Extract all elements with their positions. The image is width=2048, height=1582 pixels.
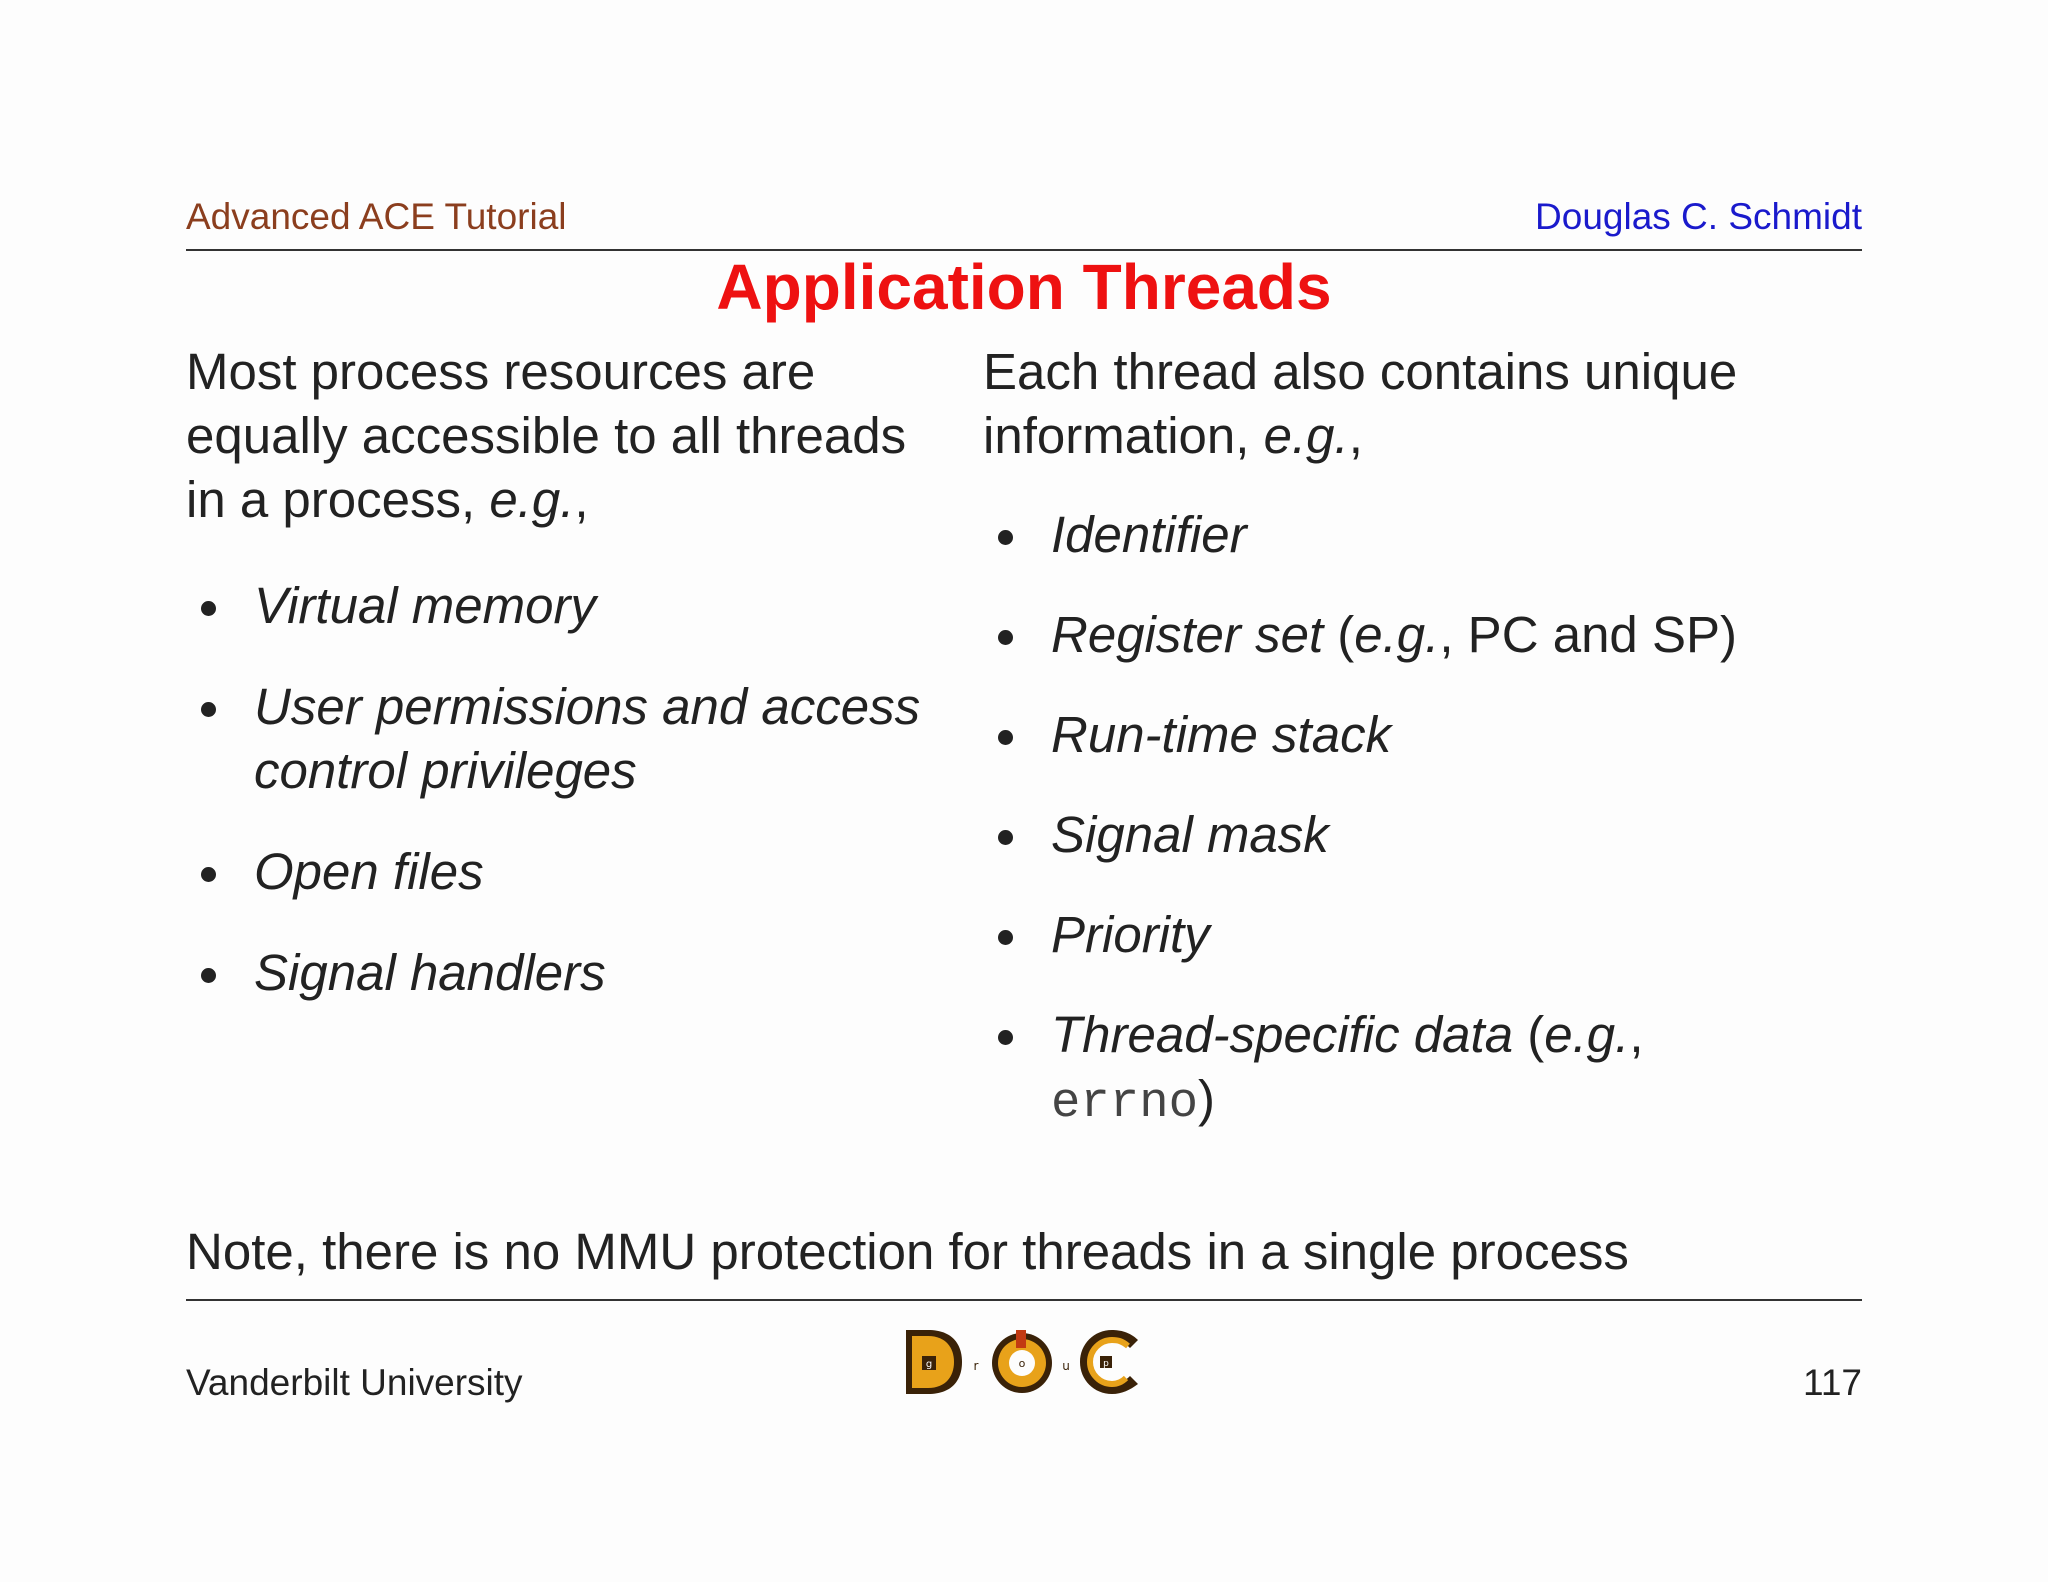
bullet-icon — [998, 830, 1013, 845]
right-intro-line1: Each thread also contains unique — [983, 343, 1738, 400]
left-column — [186, 340, 976, 1005]
svg-text:g: g — [925, 1359, 933, 1370]
header-author: Douglas C. Schmidt — [1535, 196, 1862, 237]
list-item-text: Register set — [1051, 606, 1324, 663]
errno-code: errno — [1051, 1075, 1199, 1131]
left-intro — [186, 340, 976, 532]
list-item — [983, 603, 1853, 667]
footer-divider — [186, 1299, 1862, 1301]
bullet-icon — [201, 968, 216, 983]
list-item — [186, 941, 976, 1005]
list-item-text: Signal mask — [1051, 806, 1329, 863]
logo-letter-r: r — [973, 1359, 979, 1373]
doc-group-logo — [904, 1326, 1144, 1398]
list-item — [186, 840, 976, 904]
right-intro-line2: information, — [983, 407, 1264, 464]
note-text: Note, there is no MMU protection for threads in a single process — [186, 1223, 1629, 1280]
shared-resources-list — [186, 574, 976, 1005]
page-number: 117 — [1803, 1362, 1862, 1403]
list-item-text-continued: control privileges — [254, 742, 637, 799]
bullet-icon — [998, 1030, 1013, 1045]
paren-open: ( — [1513, 1006, 1545, 1063]
right-column — [983, 340, 1853, 1135]
bullet-icon — [201, 867, 216, 882]
list-item — [983, 1003, 1853, 1135]
paren-close: ) — [1198, 1070, 1216, 1127]
list-item-text: Virtual memory — [254, 577, 596, 634]
svg-text:p: p — [1103, 1359, 1109, 1369]
list-item — [186, 675, 976, 803]
register-set-detail: , PC and SP) — [1439, 606, 1737, 663]
list-item-text: Thread-specific data — [1051, 1006, 1514, 1063]
eg-abbrev: e.g. — [1544, 1006, 1630, 1063]
unique-info-list — [983, 503, 1853, 1135]
list-item-text: Open files — [254, 843, 484, 900]
list-item-text: Signal handlers — [254, 944, 606, 1001]
list-item-text: User permissions and access — [254, 678, 921, 735]
bullet-icon — [998, 630, 1013, 645]
logo-letter-d — [906, 1330, 962, 1394]
bullet-icon — [998, 730, 1013, 745]
bullet-icon — [201, 601, 216, 616]
right-intro-eg: e.g. — [1263, 407, 1349, 464]
logo-letter-o — [992, 1330, 1052, 1393]
logo-letter-c — [1080, 1330, 1138, 1394]
list-item-text: Run-time stack — [1051, 706, 1392, 763]
list-item — [983, 503, 1853, 567]
list-item — [983, 803, 1853, 867]
bullet-icon — [998, 930, 1013, 945]
left-intro-line3: in a process, — [186, 471, 490, 528]
footer-institution: Vanderbilt University — [186, 1362, 523, 1403]
slide-title: Application Threads — [716, 251, 1332, 323]
left-intro-line1: Most process resources are — [186, 343, 816, 400]
svg-text:o: o — [1018, 1357, 1026, 1370]
bullet-icon — [998, 530, 1013, 545]
left-intro-line2: equally accessible to all threads — [186, 407, 907, 464]
eg-abbrev: e.g. — [1354, 606, 1440, 663]
left-intro-eg: e.g. — [489, 471, 575, 528]
comma: , — [1629, 1006, 1644, 1063]
list-item — [983, 903, 1853, 967]
paren-open: ( — [1323, 606, 1355, 663]
right-intro — [983, 340, 1853, 468]
right-intro-tail: , — [1348, 407, 1363, 464]
left-intro-tail: , — [574, 471, 589, 528]
list-item-text: Priority — [1051, 906, 1210, 963]
bullet-icon — [201, 702, 216, 717]
list-item-text: Identifier — [1051, 506, 1247, 563]
logo-letter-u: u — [1062, 1359, 1070, 1373]
list-item — [983, 703, 1853, 767]
list-item — [186, 574, 976, 638]
header-course-title: Advanced ACE Tutorial — [186, 196, 567, 237]
